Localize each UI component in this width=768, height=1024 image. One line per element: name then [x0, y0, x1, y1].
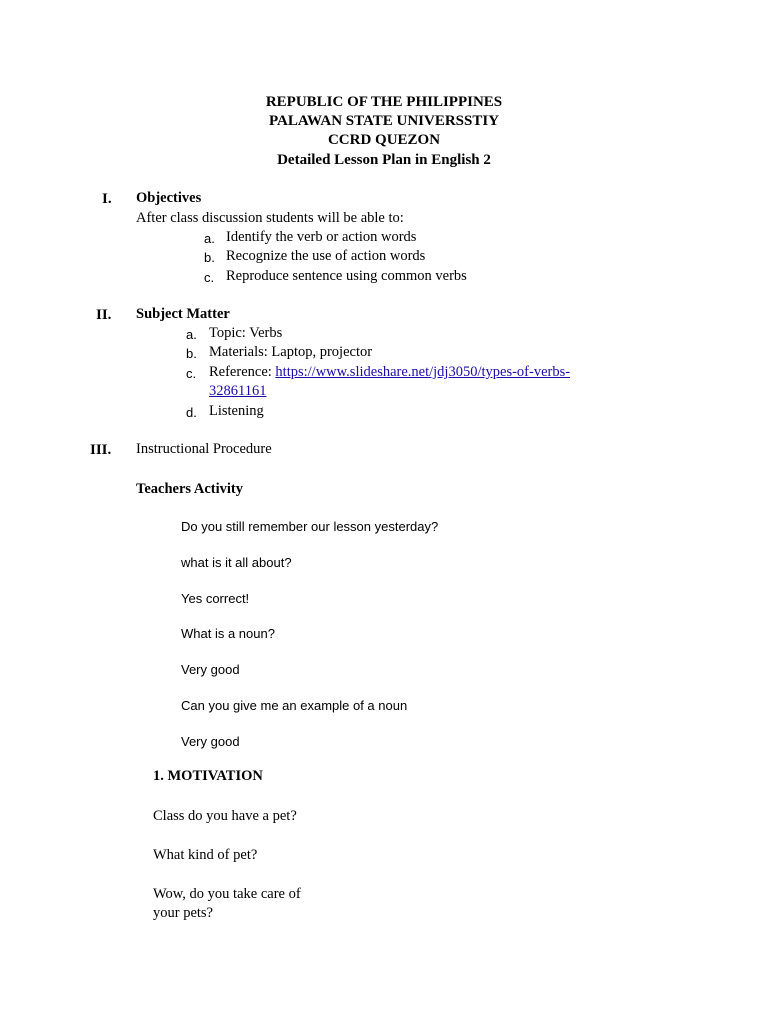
procedure-numeral: III.	[90, 442, 112, 458]
dialogue-line: What is a noun?	[181, 626, 275, 641]
objective-marker: b.	[204, 250, 215, 265]
subject-item-listening: Listening	[209, 403, 264, 419]
dialogue-line: Yes correct!	[181, 591, 250, 606]
motivation-heading: 1. MOTIVATION	[153, 768, 263, 784]
objective-item: Recognize the use of action words	[226, 248, 426, 264]
teachers-activity-heading: Teachers Activity	[136, 481, 243, 497]
header-lesson-plan-title: Detailed Lesson Plan in English 2	[277, 152, 491, 168]
objectives-intro: After class discussion students will be able to:	[136, 210, 404, 226]
dialogue-line: Very good	[181, 734, 240, 749]
subject-matter-heading: Subject Matter	[136, 306, 230, 322]
motivation-line: Class do you have a pet?	[153, 808, 297, 824]
header-republic: REPUBLIC OF THE PHILIPPINES	[265, 94, 503, 110]
dialogue-line: what is it all about?	[181, 555, 292, 570]
dialogue-line: Do you still remember our lesson yesterday?	[181, 519, 439, 534]
reference-link[interactable]: https://www.slideshare.net/jdj3050/types-of-verbs-	[275, 364, 571, 380]
objectives-numeral: I.	[102, 191, 112, 207]
objective-item: Identify the verb or action words	[226, 229, 417, 245]
objective-marker: c.	[204, 270, 215, 285]
motivation-line: your pets?	[153, 905, 213, 921]
subject-marker: a.	[186, 327, 197, 342]
motivation-line: Wow, do you take care of	[153, 886, 301, 902]
reference-link-continuation[interactable]: 32861161	[209, 383, 267, 399]
objectives-heading: Objectives	[136, 190, 202, 206]
objective-marker: a.	[204, 231, 215, 246]
subject-item-reference	[209, 365, 570, 381]
reference-label: Reference:	[209, 364, 276, 380]
subject-marker: d.	[186, 405, 197, 420]
header-campus: CCRD QUEZON	[327, 132, 441, 148]
subject-item-topic: Topic: Verbs	[209, 325, 283, 341]
dialogue-line: Can you give me an example of a noun	[181, 698, 408, 713]
subject-item-materials: Materials: Laptop, projector	[209, 344, 373, 360]
procedure-heading: Instructional Procedure	[136, 441, 272, 457]
objective-item: Reproduce sentence using common verbs	[226, 268, 467, 284]
subject-matter-numeral: II.	[96, 307, 112, 323]
header-university: PALAWAN STATE UNIVERSSTIY	[268, 113, 500, 129]
dialogue-line: Very good	[181, 662, 240, 677]
motivation-line: What kind of pet?	[153, 847, 258, 863]
subject-marker: b.	[186, 346, 197, 361]
subject-marker: c.	[186, 366, 197, 381]
